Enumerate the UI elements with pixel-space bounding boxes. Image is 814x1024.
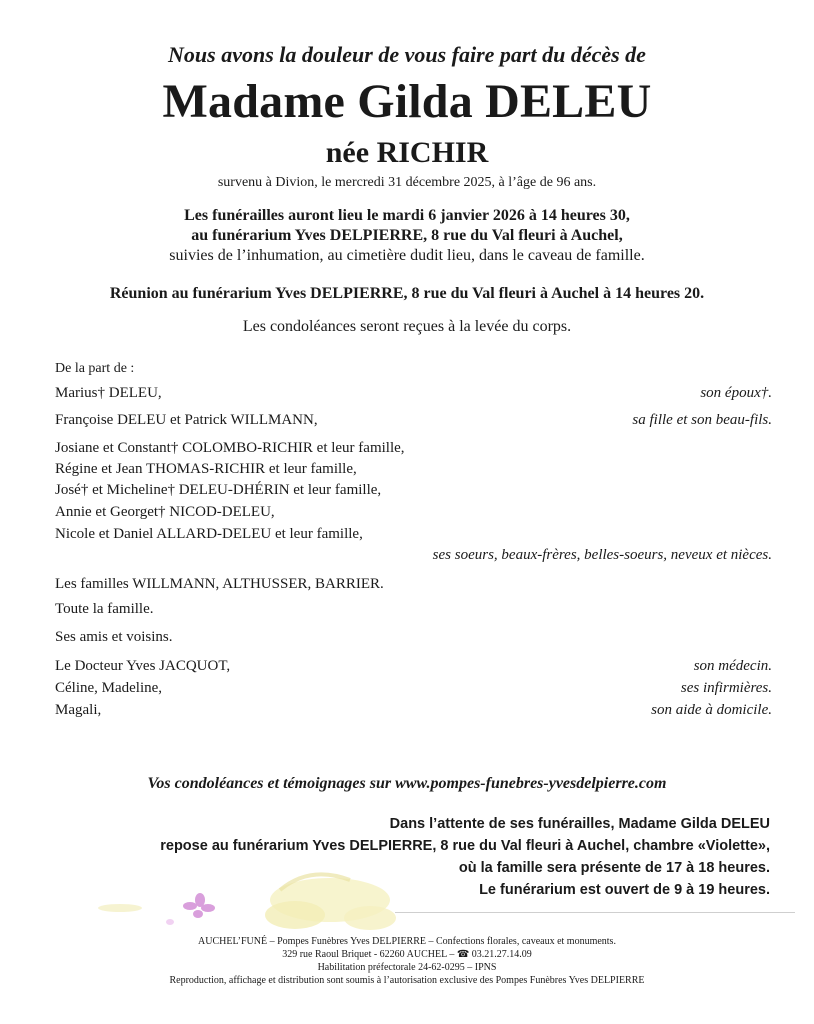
family-left-5: Annie et Georget† NICOD-DELEU, bbox=[55, 504, 275, 520]
flower-decoration bbox=[80, 860, 410, 940]
family-left-2: Josiane et Constant† COLOMBO-RICHIR et leur famille, bbox=[55, 440, 405, 456]
repose-line-1: Dans l’attente de ses funérailles, Madame Gilda DELEU bbox=[389, 816, 770, 832]
funeral-line-2: au funérarium Yves DELPIERRE, 8 rue du Val fleuri à Auchel, bbox=[191, 227, 623, 244]
funeral-line-3: suivies de l’inhumation, au cimetière dudit lieu, dans le caveau de famille. bbox=[169, 247, 645, 264]
family-left-6: Nicole et Daniel ALLARD-DELEU et leur famille, bbox=[55, 526, 363, 542]
footer-line-3: Habilitation préfectorale 24-62-0295 – IPNS bbox=[317, 962, 497, 973]
intro-text: Nous avons la douleur de vous faire part du décès de bbox=[168, 42, 646, 67]
family-left-3: Régine et Jean THOMAS-RICHIR et leur famille, bbox=[55, 461, 357, 477]
family-left-13: Magali, bbox=[55, 702, 102, 718]
website-text: Vos condoléances et témoignages sur www.pompes-funebres-yvesdelpierre.com bbox=[147, 775, 667, 792]
family-relation-7: ses soeurs, beaux-frères, belles-soeurs, neveux et nièces. bbox=[432, 547, 772, 563]
family-relation-13: son aide à domicile. bbox=[651, 702, 772, 718]
family-relation-1: sa fille et son beau-fils. bbox=[632, 412, 772, 428]
reunion-text: Réunion au funérarium Yves DELPIERRE, 8 rue du Val fleuri à Auchel à 14 heures 20. bbox=[109, 285, 705, 302]
family-left-8: Les familles WILLMANN, ALTHUSSER, BARRIER. bbox=[55, 576, 384, 592]
family-relation-12: ses infirmières. bbox=[680, 680, 772, 696]
repose-line-2: repose au funérarium Yves DELPIERRE, 8 rue du Val fleuri à Auchel, chambre «Violette», bbox=[160, 838, 770, 854]
family-left-1: Françoise DELEU et Patrick WILLMANN, bbox=[55, 412, 318, 428]
repose-line-3: où la famille sera présente de 17 à 18 heures. bbox=[458, 860, 770, 876]
family-left-11: Le Docteur Yves JACQUOT, bbox=[55, 658, 231, 674]
footer-line-4: Reproduction, affichage et distribution sont soumis à l’autorisation exclusive des Pompes Funèbres Yves DELPIERRE bbox=[169, 975, 645, 986]
family-left-4: José† et Micheline† DELEU-DHÉRIN et leur famille, bbox=[55, 482, 382, 498]
family-left-9: Toute la famille. bbox=[55, 601, 154, 617]
footer-line-1: AUCHEL’FUNÉ – Pompes Funèbres Yves DELPIERRE – Confections florales, caveaux et monuments. bbox=[198, 936, 616, 947]
de-la-part-label: De la part de : bbox=[55, 361, 135, 376]
deceased-name: Madame Gilda DELEU bbox=[162, 75, 652, 128]
family-left-12: Céline, Madeline, bbox=[55, 680, 163, 696]
family-left-0: Marius† DELEU, bbox=[55, 385, 162, 401]
maiden-name: née RICHIR bbox=[325, 136, 489, 169]
death-details: survenu à Divion, le mercredi 31 décembre 2025, à l’âge de 96 ans. bbox=[217, 175, 597, 190]
family-relation-11: son médecin. bbox=[693, 658, 772, 674]
family-left-10: Ses amis et voisins. bbox=[55, 629, 173, 645]
funeral-line-1: Les funérailles auront lieu le mardi 6 janvier 2026 à 14 heures 30, bbox=[184, 207, 630, 224]
condolences-text: Les condoléances seront reçues à la levée du corps. bbox=[242, 318, 572, 335]
family-relation-0: son époux†. bbox=[700, 385, 772, 401]
footer-divider bbox=[395, 912, 795, 913]
opening-hours: Le funérarium est ouvert de 9 à 19 heures. bbox=[479, 882, 770, 898]
footer-line-2: 329 rue Raoul Briquet - 62260 AUCHEL – ☎ 03.21.27.14.09 bbox=[282, 949, 532, 960]
